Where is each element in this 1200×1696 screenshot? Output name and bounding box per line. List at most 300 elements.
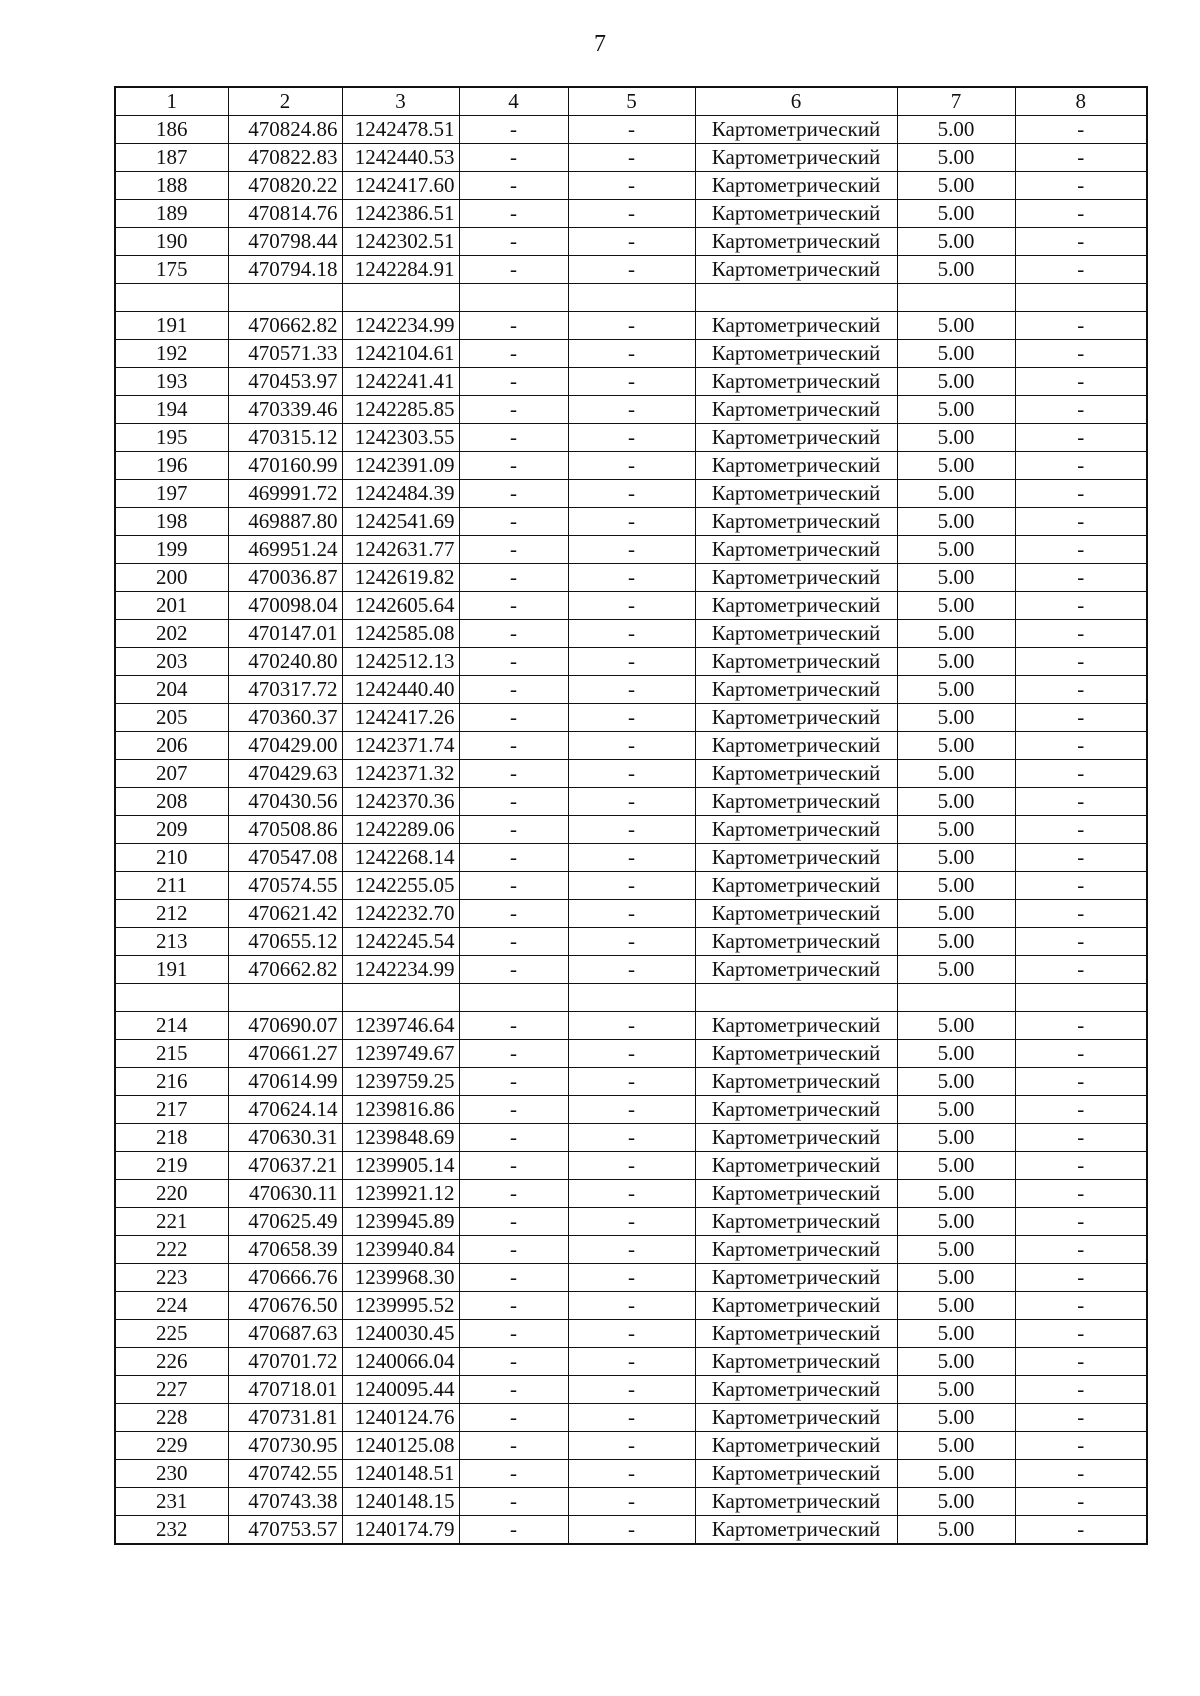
- cell-col-5: [568, 284, 695, 312]
- cell-col-5: -: [568, 816, 695, 844]
- cell-col-4: -: [459, 1040, 568, 1068]
- column-header-2: 2: [228, 87, 342, 116]
- cell-y-coordinate: 1242234.99: [342, 312, 459, 340]
- cell-col-5: -: [568, 900, 695, 928]
- cell-col-5: -: [568, 1236, 695, 1264]
- cell-col-4: -: [459, 592, 568, 620]
- cell-accuracy: [897, 284, 1015, 312]
- cell-accuracy: 5.00: [897, 1292, 1015, 1320]
- cell-method: Картометрический: [695, 760, 897, 788]
- cell-method: Картометрический: [695, 144, 897, 172]
- cell-col-4: -: [459, 1376, 568, 1404]
- table-row: [115, 1124, 1147, 1152]
- cell-point-number: 213: [115, 928, 228, 956]
- cell-point-number: 186: [115, 116, 228, 144]
- cell-x-coordinate: 470630.31: [228, 1124, 342, 1152]
- cell-col-8: -: [1015, 1376, 1147, 1404]
- cell-y-coordinate: 1242619.82: [342, 564, 459, 592]
- cell-col-8: -: [1015, 732, 1147, 760]
- cell-y-coordinate: 1240174.79: [342, 1516, 459, 1545]
- cell-col-5: -: [568, 1404, 695, 1432]
- cell-col-8: -: [1015, 928, 1147, 956]
- cell-method: Картометрический: [695, 1012, 897, 1040]
- table-row: [115, 172, 1147, 200]
- cell-col-8: -: [1015, 620, 1147, 648]
- cell-x-coordinate: 470655.12: [228, 928, 342, 956]
- cell-method: Картометрический: [695, 1152, 897, 1180]
- cell-col-4: -: [459, 1012, 568, 1040]
- cell-point-number: 190: [115, 228, 228, 256]
- cell-col-4: -: [459, 1264, 568, 1292]
- cell-accuracy: 5.00: [897, 508, 1015, 536]
- cell-point-number: 203: [115, 648, 228, 676]
- table-row: [115, 1068, 1147, 1096]
- cell-method: Картометрический: [695, 1432, 897, 1460]
- table-row: [115, 536, 1147, 564]
- table-row: [115, 200, 1147, 228]
- cell-method: Картометрический: [695, 1236, 897, 1264]
- cell-col-4: -: [459, 1348, 568, 1376]
- cell-col-8: -: [1015, 1460, 1147, 1488]
- cell-x-coordinate: 470676.50: [228, 1292, 342, 1320]
- table-row: [115, 956, 1147, 984]
- cell-point-number: 195: [115, 424, 228, 452]
- cell-col-5: -: [568, 200, 695, 228]
- cell-method: Картометрический: [695, 116, 897, 144]
- cell-point-number: 218: [115, 1124, 228, 1152]
- cell-col-4: -: [459, 816, 568, 844]
- cell-col-5: -: [568, 788, 695, 816]
- cell-x-coordinate: 470731.81: [228, 1404, 342, 1432]
- cell-point-number: [115, 284, 228, 312]
- cell-x-coordinate: 470098.04: [228, 592, 342, 620]
- cell-method: Картометрический: [695, 340, 897, 368]
- column-header-4: 4: [459, 87, 568, 116]
- cell-col-4: -: [459, 1320, 568, 1348]
- cell-accuracy: [897, 984, 1015, 1012]
- cell-method: Картометрический: [695, 1124, 897, 1152]
- cell-col-4: -: [459, 1152, 568, 1180]
- cell-y-coordinate: 1242285.85: [342, 396, 459, 424]
- table-row: [115, 256, 1147, 284]
- cell-y-coordinate: 1242268.14: [342, 844, 459, 872]
- cell-y-coordinate: 1239995.52: [342, 1292, 459, 1320]
- cell-point-number: 215: [115, 1040, 228, 1068]
- cell-col-4: -: [459, 536, 568, 564]
- cell-accuracy: 5.00: [897, 956, 1015, 984]
- cell-col-8: -: [1015, 844, 1147, 872]
- table-row: [115, 1180, 1147, 1208]
- cell-method: Картометрический: [695, 424, 897, 452]
- cell-method: Картометрический: [695, 872, 897, 900]
- cell-col-5: -: [568, 564, 695, 592]
- cell-y-coordinate: [342, 284, 459, 312]
- cell-col-5: -: [568, 1460, 695, 1488]
- cell-accuracy: 5.00: [897, 1516, 1015, 1545]
- cell-point-number: 210: [115, 844, 228, 872]
- table-row: [115, 760, 1147, 788]
- cell-y-coordinate: 1242417.26: [342, 704, 459, 732]
- cell-col-8: -: [1015, 1012, 1147, 1040]
- cell-y-coordinate: 1242605.64: [342, 592, 459, 620]
- table-row: [115, 1404, 1147, 1432]
- cell-col-8: -: [1015, 872, 1147, 900]
- table-row: [115, 788, 1147, 816]
- cell-col-4: -: [459, 760, 568, 788]
- cell-col-4: -: [459, 1208, 568, 1236]
- cell-col-8: -: [1015, 480, 1147, 508]
- cell-col-4: -: [459, 200, 568, 228]
- cell-x-coordinate: [228, 284, 342, 312]
- cell-col-5: -: [568, 1096, 695, 1124]
- cell-point-number: 228: [115, 1404, 228, 1432]
- table-body: [115, 116, 1147, 1545]
- cell-col-4: -: [459, 312, 568, 340]
- cell-col-8: -: [1015, 1096, 1147, 1124]
- cell-method: Картометрический: [695, 452, 897, 480]
- cell-col-4: -: [459, 424, 568, 452]
- table-row: [115, 592, 1147, 620]
- cell-method: Картометрический: [695, 228, 897, 256]
- table-row: [115, 1460, 1147, 1488]
- table-row: [115, 648, 1147, 676]
- cell-x-coordinate: 470661.27: [228, 1040, 342, 1068]
- cell-accuracy: 5.00: [897, 228, 1015, 256]
- cell-col-8: -: [1015, 1236, 1147, 1264]
- cell-col-8: -: [1015, 900, 1147, 928]
- cell-col-5: -: [568, 760, 695, 788]
- cell-col-8: -: [1015, 648, 1147, 676]
- cell-x-coordinate: 470453.97: [228, 368, 342, 396]
- cell-x-coordinate: 470814.76: [228, 200, 342, 228]
- cell-col-4: -: [459, 256, 568, 284]
- cell-point-number: 221: [115, 1208, 228, 1236]
- cell-col-8: -: [1015, 956, 1147, 984]
- cell-col-8: -: [1015, 1124, 1147, 1152]
- cell-y-coordinate: 1242440.40: [342, 676, 459, 704]
- cell-y-coordinate: 1240148.51: [342, 1460, 459, 1488]
- cell-col-5: -: [568, 1068, 695, 1096]
- cell-accuracy: 5.00: [897, 1488, 1015, 1516]
- cell-y-coordinate: 1242541.69: [342, 508, 459, 536]
- cell-point-number: 209: [115, 816, 228, 844]
- cell-col-8: -: [1015, 1180, 1147, 1208]
- table-row: [115, 116, 1147, 144]
- cell-col-5: -: [568, 1180, 695, 1208]
- cell-point-number: 223: [115, 1264, 228, 1292]
- cell-col-4: -: [459, 452, 568, 480]
- cell-accuracy: 5.00: [897, 480, 1015, 508]
- cell-x-coordinate: 470824.86: [228, 116, 342, 144]
- cell-x-coordinate: 470624.14: [228, 1096, 342, 1124]
- cell-point-number: 212: [115, 900, 228, 928]
- cell-col-8: -: [1015, 1040, 1147, 1068]
- table-row: [115, 1432, 1147, 1460]
- cell-x-coordinate: 470036.87: [228, 564, 342, 592]
- cell-accuracy: 5.00: [897, 1040, 1015, 1068]
- cell-method: Картометрический: [695, 844, 897, 872]
- cell-col-4: -: [459, 1404, 568, 1432]
- cell-y-coordinate: 1242371.74: [342, 732, 459, 760]
- cell-method: Картометрический: [695, 1180, 897, 1208]
- cell-y-coordinate: 1239940.84: [342, 1236, 459, 1264]
- cell-x-coordinate: 470430.56: [228, 788, 342, 816]
- cell-col-8: -: [1015, 1348, 1147, 1376]
- cell-point-number: 222: [115, 1236, 228, 1264]
- table-row: [115, 1208, 1147, 1236]
- cell-point-number: 201: [115, 592, 228, 620]
- cell-point-number: 229: [115, 1432, 228, 1460]
- cell-method: Картометрический: [695, 1488, 897, 1516]
- cell-col-8: -: [1015, 1516, 1147, 1545]
- cell-col-5: -: [568, 256, 695, 284]
- cell-col-8: -: [1015, 1292, 1147, 1320]
- cell-method: Картометрический: [695, 1264, 897, 1292]
- cell-col-8: -: [1015, 368, 1147, 396]
- cell-y-coordinate: 1240124.76: [342, 1404, 459, 1432]
- cell-col-5: -: [568, 396, 695, 424]
- table-separator-row: [115, 284, 1147, 312]
- table-row: [115, 508, 1147, 536]
- cell-col-4: -: [459, 788, 568, 816]
- cell-point-number: 193: [115, 368, 228, 396]
- cell-y-coordinate: 1240125.08: [342, 1432, 459, 1460]
- cell-col-8: -: [1015, 788, 1147, 816]
- cell-point-number: [115, 984, 228, 1012]
- cell-y-coordinate: 1240148.15: [342, 1488, 459, 1516]
- cell-col-8: -: [1015, 116, 1147, 144]
- cell-point-number: 205: [115, 704, 228, 732]
- cell-col-5: -: [568, 312, 695, 340]
- cell-method: Картометрический: [695, 648, 897, 676]
- table-row: [115, 928, 1147, 956]
- cell-y-coordinate: 1242245.54: [342, 928, 459, 956]
- cell-y-coordinate: 1242371.32: [342, 760, 459, 788]
- cell-x-coordinate: 470147.01: [228, 620, 342, 648]
- cell-accuracy: 5.00: [897, 368, 1015, 396]
- cell-point-number: 208: [115, 788, 228, 816]
- cell-accuracy: 5.00: [897, 1236, 1015, 1264]
- cell-x-coordinate: [228, 984, 342, 1012]
- cell-method: Картометрический: [695, 1404, 897, 1432]
- cell-y-coordinate: 1240066.04: [342, 1348, 459, 1376]
- cell-col-5: -: [568, 1488, 695, 1516]
- cell-point-number: 207: [115, 760, 228, 788]
- cell-accuracy: 5.00: [897, 1208, 1015, 1236]
- cell-col-8: -: [1015, 676, 1147, 704]
- cell-method: Картометрический: [695, 508, 897, 536]
- cell-col-5: -: [568, 592, 695, 620]
- cell-x-coordinate: 470614.99: [228, 1068, 342, 1096]
- table-row: [115, 1040, 1147, 1068]
- table-row: [115, 620, 1147, 648]
- cell-x-coordinate: 470429.00: [228, 732, 342, 760]
- cell-col-5: -: [568, 1348, 695, 1376]
- cell-col-5: -: [568, 620, 695, 648]
- cell-col-5: -: [568, 1292, 695, 1320]
- cell-method: Картометрический: [695, 592, 897, 620]
- cell-col-5: -: [568, 704, 695, 732]
- cell-point-number: 226: [115, 1348, 228, 1376]
- header-row: [115, 87, 1147, 116]
- cell-accuracy: 5.00: [897, 536, 1015, 564]
- cell-accuracy: 5.00: [897, 1404, 1015, 1432]
- cell-y-coordinate: 1239968.30: [342, 1264, 459, 1292]
- cell-point-number: 204: [115, 676, 228, 704]
- cell-col-4: [459, 284, 568, 312]
- cell-col-8: -: [1015, 508, 1147, 536]
- cell-accuracy: 5.00: [897, 1376, 1015, 1404]
- cell-point-number: 196: [115, 452, 228, 480]
- cell-col-8: -: [1015, 1432, 1147, 1460]
- cell-col-5: [568, 984, 695, 1012]
- cell-accuracy: 5.00: [897, 1460, 1015, 1488]
- cell-method: Картометрический: [695, 256, 897, 284]
- cell-col-4: -: [459, 480, 568, 508]
- cell-col-8: -: [1015, 1320, 1147, 1348]
- cell-col-4: -: [459, 508, 568, 536]
- cell-x-coordinate: 470574.55: [228, 872, 342, 900]
- cell-x-coordinate: 470571.33: [228, 340, 342, 368]
- column-header-6: 6: [695, 87, 897, 116]
- cell-y-coordinate: 1239848.69: [342, 1124, 459, 1152]
- cell-point-number: 175: [115, 256, 228, 284]
- cell-point-number: 192: [115, 340, 228, 368]
- cell-accuracy: 5.00: [897, 900, 1015, 928]
- cell-col-4: -: [459, 648, 568, 676]
- cell-col-5: -: [568, 1432, 695, 1460]
- table-row: [115, 1096, 1147, 1124]
- cell-col-8: -: [1015, 144, 1147, 172]
- cell-point-number: 200: [115, 564, 228, 592]
- cell-x-coordinate: 470547.08: [228, 844, 342, 872]
- cell-accuracy: 5.00: [897, 256, 1015, 284]
- cell-col-8: -: [1015, 1068, 1147, 1096]
- cell-method: Картометрический: [695, 172, 897, 200]
- cell-point-number: 224: [115, 1292, 228, 1320]
- cell-x-coordinate: 470621.42: [228, 900, 342, 928]
- cell-col-8: -: [1015, 704, 1147, 732]
- cell-x-coordinate: 470730.95: [228, 1432, 342, 1460]
- cell-col-8: -: [1015, 1208, 1147, 1236]
- cell-col-4: -: [459, 228, 568, 256]
- cell-method: Картометрический: [695, 1460, 897, 1488]
- table-separator-row: [115, 984, 1147, 1012]
- cell-method: Картометрический: [695, 732, 897, 760]
- cell-accuracy: 5.00: [897, 1180, 1015, 1208]
- cell-col-8: -: [1015, 424, 1147, 452]
- cell-accuracy: 5.00: [897, 424, 1015, 452]
- column-header-5: 5: [568, 87, 695, 116]
- cell-accuracy: 5.00: [897, 620, 1015, 648]
- cell-accuracy: 5.00: [897, 844, 1015, 872]
- cell-y-coordinate: 1242234.99: [342, 956, 459, 984]
- cell-accuracy: 5.00: [897, 1012, 1015, 1040]
- cell-col-8: -: [1015, 396, 1147, 424]
- cell-col-5: -: [568, 1264, 695, 1292]
- cell-x-coordinate: 470625.49: [228, 1208, 342, 1236]
- table-row: [115, 1488, 1147, 1516]
- table-row: [115, 1348, 1147, 1376]
- cell-accuracy: 5.00: [897, 312, 1015, 340]
- cell-y-coordinate: 1240095.44: [342, 1376, 459, 1404]
- cell-col-5: -: [568, 1012, 695, 1040]
- table-row: [115, 1236, 1147, 1264]
- cell-y-coordinate: 1242370.36: [342, 788, 459, 816]
- cell-y-coordinate: 1239921.12: [342, 1180, 459, 1208]
- cell-col-4: -: [459, 1292, 568, 1320]
- cell-x-coordinate: 470666.76: [228, 1264, 342, 1292]
- cell-x-coordinate: 470742.55: [228, 1460, 342, 1488]
- cell-col-4: -: [459, 844, 568, 872]
- cell-x-coordinate: 470662.82: [228, 312, 342, 340]
- cell-col-4: -: [459, 1460, 568, 1488]
- cell-col-5: -: [568, 368, 695, 396]
- cell-y-coordinate: 1242391.09: [342, 452, 459, 480]
- cell-col-5: -: [568, 1516, 695, 1545]
- cell-col-4: -: [459, 564, 568, 592]
- cell-method: [695, 284, 897, 312]
- cell-x-coordinate: 469887.80: [228, 508, 342, 536]
- cell-y-coordinate: 1242232.70: [342, 900, 459, 928]
- cell-col-5: -: [568, 340, 695, 368]
- column-header-7: 7: [897, 87, 1015, 116]
- cell-accuracy: 5.00: [897, 928, 1015, 956]
- cell-y-coordinate: 1242303.55: [342, 424, 459, 452]
- cell-col-4: -: [459, 1180, 568, 1208]
- cell-method: Картометрический: [695, 1320, 897, 1348]
- cell-point-number: 188: [115, 172, 228, 200]
- cell-point-number: 231: [115, 1488, 228, 1516]
- cell-method: Картометрический: [695, 816, 897, 844]
- cell-point-number: 219: [115, 1152, 228, 1180]
- cell-col-4: -: [459, 872, 568, 900]
- cell-point-number: 214: [115, 1012, 228, 1040]
- cell-y-coordinate: 1242512.13: [342, 648, 459, 676]
- table-row: [115, 480, 1147, 508]
- table-row: [115, 1320, 1147, 1348]
- table-row: [115, 1292, 1147, 1320]
- cell-point-number: 202: [115, 620, 228, 648]
- cell-x-coordinate: 469951.24: [228, 536, 342, 564]
- table-row: [115, 704, 1147, 732]
- cell-accuracy: 5.00: [897, 1124, 1015, 1152]
- cell-x-coordinate: 470743.38: [228, 1488, 342, 1516]
- cell-col-8: -: [1015, 172, 1147, 200]
- cell-col-5: -: [568, 844, 695, 872]
- cell-col-8: -: [1015, 1404, 1147, 1432]
- cell-accuracy: 5.00: [897, 1068, 1015, 1096]
- cell-accuracy: 5.00: [897, 564, 1015, 592]
- cell-y-coordinate: 1242255.05: [342, 872, 459, 900]
- cell-col-4: -: [459, 144, 568, 172]
- cell-x-coordinate: 470317.72: [228, 676, 342, 704]
- cell-x-coordinate: 470701.72: [228, 1348, 342, 1376]
- cell-x-coordinate: 470798.44: [228, 228, 342, 256]
- table-row: [115, 844, 1147, 872]
- cell-col-4: -: [459, 172, 568, 200]
- table-row: [115, 228, 1147, 256]
- cell-method: [695, 984, 897, 1012]
- cell-col-4: -: [459, 732, 568, 760]
- table-row: [115, 368, 1147, 396]
- cell-col-5: -: [568, 1208, 695, 1236]
- table-row: [115, 144, 1147, 172]
- cell-method: Картометрический: [695, 1068, 897, 1096]
- cell-col-5: -: [568, 424, 695, 452]
- cell-col-4: [459, 984, 568, 1012]
- cell-col-4: -: [459, 1488, 568, 1516]
